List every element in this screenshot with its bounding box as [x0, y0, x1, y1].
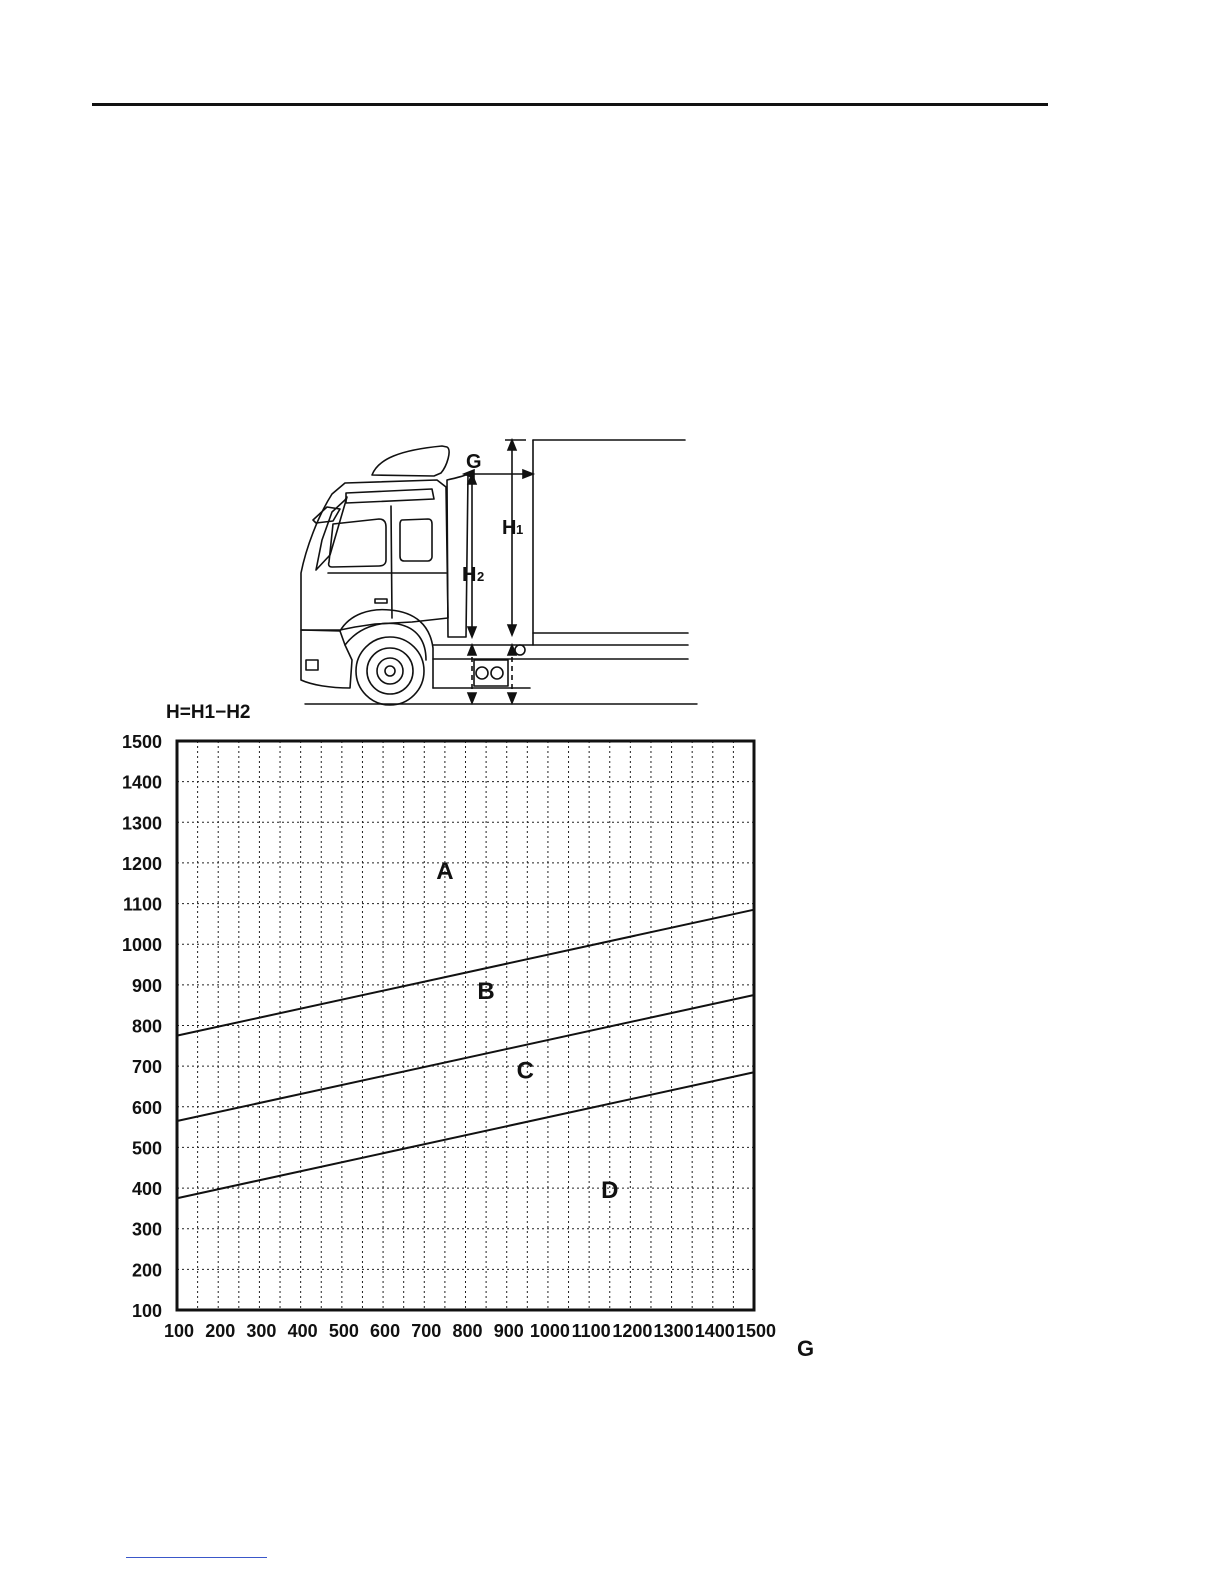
- y-tick-label: 1400: [121, 772, 162, 793]
- y-tick-label: 1100: [122, 894, 162, 915]
- region-label-d: D: [601, 1177, 619, 1205]
- dimension-label-h2: H: [462, 564, 477, 586]
- region-label-b: B: [477, 978, 495, 1006]
- footer-link-underline: [126, 1557, 267, 1558]
- y-tick-label: 400: [131, 1179, 162, 1200]
- region-label-c: C: [516, 1057, 534, 1085]
- x-tick-label: 600: [370, 1321, 401, 1341]
- y-axis-tick-labels: [122, 732, 162, 1321]
- x-tick-label: 1300: [653, 1321, 694, 1341]
- dimension-label-h2-subscript: 2: [477, 569, 485, 584]
- x-tick-label: 900: [493, 1321, 524, 1341]
- y-tick-label: 200: [131, 1260, 162, 1281]
- x-tick-label: 700: [411, 1321, 442, 1341]
- x-tick-label: 1200: [612, 1321, 653, 1341]
- region-label-a: A: [436, 858, 454, 886]
- x-tick-label: 500: [328, 1321, 359, 1341]
- x-tick-label: 1400: [694, 1321, 735, 1341]
- y-tick-label: 1300: [121, 813, 162, 834]
- y-tick-label: 1500: [121, 732, 162, 752]
- x-tick-label: 1000: [529, 1321, 570, 1341]
- y-tick-label: 700: [131, 1057, 162, 1078]
- x-axis-label: G: [797, 1336, 815, 1361]
- dimension-label-h1-subscript: 1: [516, 522, 524, 537]
- x-tick-label: 1100: [571, 1321, 611, 1341]
- y-tick-label: 1000: [121, 935, 162, 956]
- dimension-label-g: G: [466, 451, 482, 473]
- x-axis-tick-labels: [164, 1321, 776, 1341]
- y-tick-label: 300: [131, 1219, 162, 1240]
- chart-grid: [177, 741, 754, 1310]
- x-tick-label: 400: [287, 1321, 318, 1341]
- chart-title: H=H1−H2: [166, 702, 251, 723]
- dimension-label-h1: H: [502, 517, 517, 539]
- x-tick-label: 1500: [735, 1321, 777, 1341]
- y-tick-label: 900: [131, 975, 162, 996]
- y-tick-label: 800: [131, 1016, 162, 1037]
- x-tick-label: 800: [452, 1321, 483, 1341]
- x-tick-label: 100: [163, 1321, 195, 1341]
- y-tick-label: 100: [131, 1301, 162, 1321]
- truck-side-view-icon: [301, 440, 697, 705]
- y-tick-label: 500: [131, 1138, 162, 1159]
- x-tick-label: 300: [246, 1321, 277, 1341]
- y-tick-label: 600: [131, 1097, 162, 1118]
- y-tick-label: 1200: [121, 853, 162, 874]
- x-tick-label: 200: [205, 1321, 236, 1341]
